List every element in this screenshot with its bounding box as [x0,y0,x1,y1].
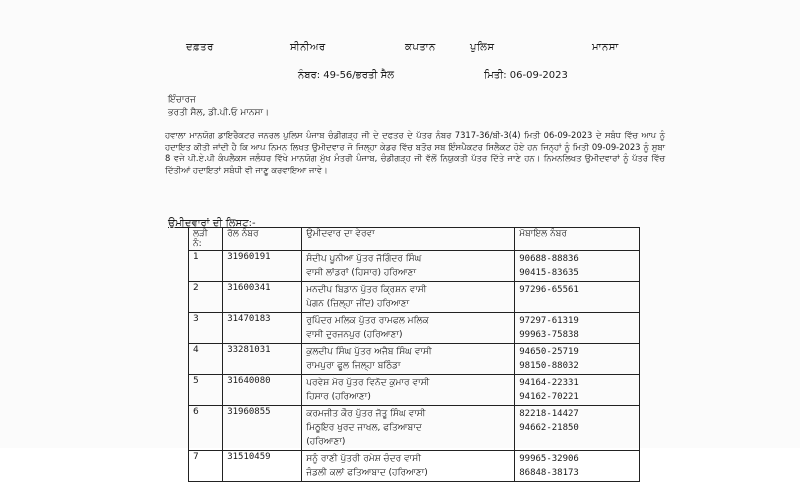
letter-date: ਮਿਤੀ: 06-09-2023 [484,70,568,81]
mobile-cell [515,406,640,451]
description-line: ਹਿਸਾਰ (ਹਰਿਆਣਾ) [306,392,371,402]
serial-cell: 3 [189,313,223,344]
header-police: ਪੁਲਿਸ [470,42,495,53]
mobile-number: 97296-65561 [519,285,579,295]
mobile-number: 99965-32906 [519,454,579,464]
table-row [189,282,640,313]
mobile-cell [515,282,640,313]
roll-number-cell: 31470183 [223,313,302,344]
description-line: ਮਨਦੀਪ ਬਿਡਾਨ ਪੁੱਤਰ ਕ੍ਰਿਸ਼ਨ ਵਾਸੀ [306,285,427,295]
roll-number-cell: 31510459 [223,451,302,482]
mobile-number: 82218-14427 [519,409,579,419]
table-row [189,251,640,282]
header-captain: ਕਪਤਾਨ [405,42,436,53]
description-line: ਜੰਡਲੀ ਕਲਾਂ ਫਤਿਆਬਾਦ (ਹਰਿਆਣਾ) [306,468,428,478]
description-line: ਪਰਵੇਸ਼ ਮੋਰ ਪੁੱਤਰ ਵਿਨੋਦ ਕੁਮਾਰ ਵਾਸੀ [306,378,430,388]
header-ssp: ਸੀਨੀਅਰ [290,42,326,53]
mobile-number: 90688-88836 [519,254,579,264]
serial-cell: 7 [189,451,223,482]
header-mobile: ਮੋਬਾਇਲ ਨੰਬਰ [515,228,640,251]
table-header-row [189,228,640,251]
table-row [189,406,640,451]
description-line: ਵਾਸੀ ਦੁਰਜਨਪੁਰ (ਹਰਿਆਣਾ) [306,330,403,340]
serial-cell: 6 [189,406,223,451]
mobile-number: 86848-38173 [519,468,579,478]
header-serial: ਲੜੀ ਨੰ: [189,228,223,251]
mobile-number: 94650-25719 [519,347,579,357]
table-row [189,375,640,406]
mobile-number: 94662-21850 [519,423,579,433]
mobile-cell [515,451,640,482]
description-line: ਰਾਮਪੁਰਾ ਫੂਲ ਜਿਲ੍ਹਾ ਬਠਿੰਡਾ [306,361,401,371]
serial-cell: 4 [189,344,223,375]
serial-cell: 5 [189,375,223,406]
mobile-number: 94162-70221 [519,392,579,402]
candidate-description-cell [302,406,515,451]
roll-number-cell: 31600341 [223,282,302,313]
mobile-number: 98150-88032 [519,361,579,371]
candidate-description-cell [302,375,515,406]
roll-number-cell: 31960855 [223,406,302,451]
mobile-cell [515,344,640,375]
serial-cell: 1 [189,251,223,282]
description-line: ਪੇਗਨ (ਜ਼ਿਲ੍ਹਾ ਜੀਂਦ) ਹਰਿਆਣਾ [306,299,410,309]
mobile-number: 94164-22331 [519,378,579,388]
letter-number: ਨੰਬਰ: 49-56/ਭਰਤੀ ਸੈਲ [298,70,395,81]
description-line: ਸਨੂੰ ਰਾਣੀ ਪੁੱਤਰੀ ਰਮੇਸ਼ ਚੰਦਰ ਵਾਸੀ [306,454,421,464]
description-line: (ਹਰਿਆਣਾ) [306,437,346,447]
description-line: ਸੰਦੀਪ ਪੂਨੀਆ ਪੁੱਤਰ ਜੋਗਿੰਦਰ ਸਿੰਘ [306,254,422,264]
header-office: ਦਫ਼ਤਰ [186,42,214,53]
candidate-description-cell [302,451,515,482]
serial-cell: 2 [189,282,223,313]
description-line: ਕੁਲਦੀਪ ਸਿੰਘ ਪੁੱਤਰ ਅਜੈਬ ਸਿੰਘ ਵਾਸੀ [306,347,432,357]
candidate-description-cell [302,251,515,282]
table-body [189,251,640,482]
header-roll: ਰੋਲ ਨੰਬਰ [223,228,302,251]
mobile-cell [515,375,640,406]
description-line: ਮਿਠੂਇਰ ਖੁਰਦ ਜਾਖਲ, ਫਤਿਆਬਾਦ [306,423,422,433]
header-district: ਮਾਨਸਾ [592,42,619,53]
body-paragraph: ਹਵਾਲਾ ਮਾਨਯੋਗ ਡਾਇਰੈਕਟਰ ਜਨਰਲ ਪੁਲਿਸ ਪੰਜਾਬ ਚੰਡੀਗੜ੍ਹ ਜੀ ਦੇ ਦਫਤਰ ਦੇ ਪੱਤਰ ਨੰਬਰ 7317-36/ਬੀ-3(4) ਮਿਤੀ 06-09-2023 ਦੇ ਸਬੰਧ ਵਿੱਚ ਆਪ ਨੂੰ ਹਦਾਇਤ ਕੀਤੀ ਜਾਂਦੀ ਹੈ ਕਿ ਆਪ ਨਿਮਨ ਲਿਖਤ ਉਮੀਦਵਾਰ ਜੋ ਜਿਲ੍ਹਾ ਕੇਡਰ ਵਿੱਚ ਬਤੌਰ ਸਬ ਇੰਸਪੈਕਟਰ ਸਿਲੈਕਟ ਹੋਏ ਹਨ ਜਿਨ੍ਹਾਂ ਨੂੰ ਮਿਤੀ 09-09-2023 ਨੂੰ ਸੁਬਾ 8 ਵਜੇ ਪੀ.ਏ.ਪੀ ਕੰਪਲੈਕਸ ਜਲੰਧਰ ਵਿੱਖੇ ਮਾਨਯੋਗ ਮੁੱਖ ਮੰਤਰੀ ਪੰਜਾਬ, ਚੰਡੀਗੜ੍ਹ ਜੀ ਵੱਲੋਂ ਨਿਯੁਕਤੀ ਪੱਤਰ ਦਿੱਤੇ ਜਾਣੇ ਹਨ। ਨਿਮਨਲਿਖਤ ਉਮੀਦਵਾਰਾਂ ਨੂੰ ਪੱਤਰ ਵਿੱਚ ਦਿੱਤੀਆਂ ਹਦਾਇਤਾਂ ਸਬੰਧੀ ਵੀ ਜਾਣੂ ਕਰਵਾਇਆ ਜਾਵੇ। [165,130,665,175]
mobile-cell [515,313,640,344]
description-line: ਰੁਪਿੰਦਰ ਮਲਿਕ ਪੁੱਤਰ ਰਾਮਫਲ ਮਲਿਕ [306,316,429,326]
table-row [189,451,640,482]
table-row [189,344,640,375]
description-line: ਕਰਮਜੀਤ ਕੌਰ ਪੁੱਤਰ ਜੋਤੂ ਸਿੰਘ ਵਾਸੀ [306,409,426,419]
roll-number-cell: 31640080 [223,375,302,406]
description-line: ਵਾਸੀ ਲਾਂਡਰਾਂ (ਹਿਸਾਰ) ਹਰਿਆਣਾ [306,268,417,278]
roll-number-cell: 33281031 [223,344,302,375]
mobile-number: 90415-83635 [519,268,579,278]
mobile-number: 99963-75838 [519,330,579,340]
candidate-description-cell [302,313,515,344]
address-line-2: ਭਰਤੀ ਸੈਲ, ਡੀ.ਪੀ.ਓ ਮਾਨਸਾ। [168,108,270,118]
candidates-table [188,227,640,482]
list-title: ਉਮੀਦਵਾਰਾਂ ਦੀ ਲਿਸਟ:- [168,218,256,229]
table-row [189,313,640,344]
candidate-description-cell [302,282,515,313]
header-description: ਉਮੀਦਵਾਰ ਦਾ ਵੇਰਵਾ [302,228,515,251]
address-line-1: ਇੰਚਾਰਜ [168,95,196,105]
candidate-description-cell [302,344,515,375]
mobile-cell [515,251,640,282]
roll-number-cell: 31960191 [223,251,302,282]
mobile-number: 97297-61319 [519,316,579,326]
